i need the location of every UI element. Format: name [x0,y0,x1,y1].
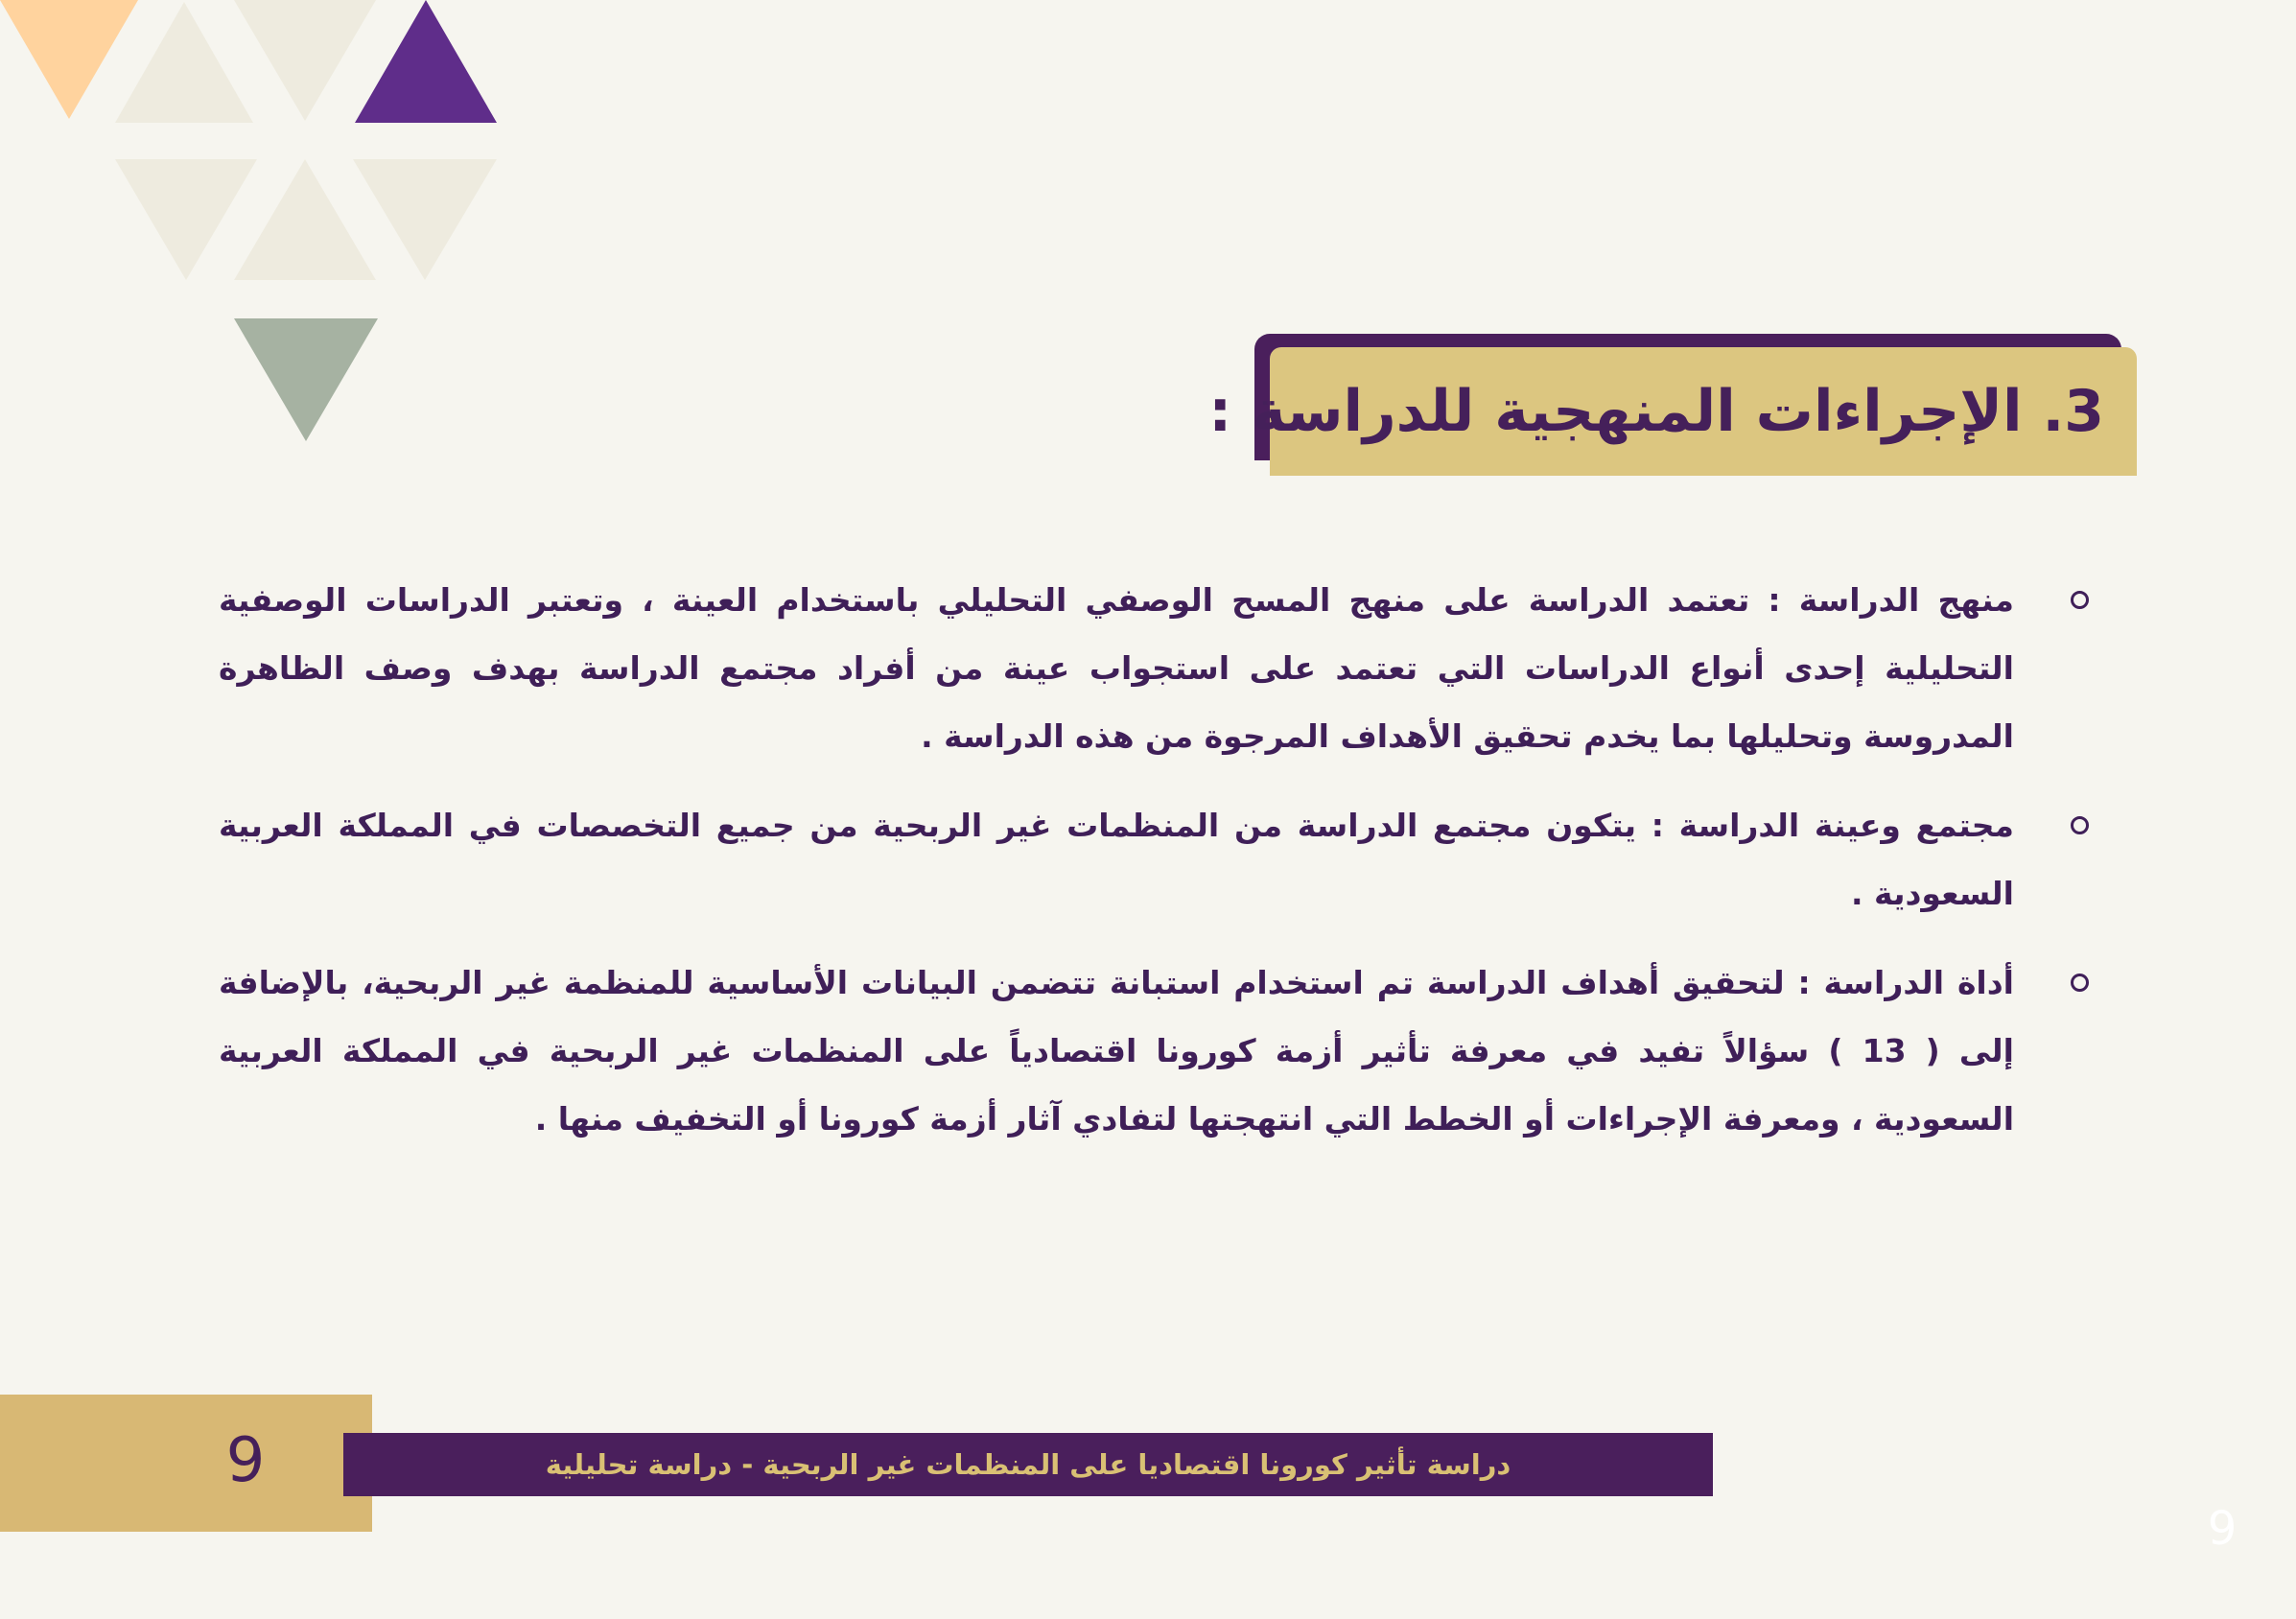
page-number: 9 [225,1425,266,1496]
corner-page-number: 9 [2207,1502,2237,1556]
peach-triangle [0,0,138,119]
beige-triangle [115,2,253,123]
beige-triangle [353,159,497,280]
methodology-list [219,566,2089,1174]
decorative-triangles [0,0,537,451]
list-item-text: مجتمع وعينة الدراسة : يتكون مجتمع الدراسة من المنظمات غير الربحية من جميع التخصصات في المملكة العربية السعودية . [219,807,2014,912]
sage-triangle [234,318,378,441]
circle-bullet-icon [2071,591,2089,609]
list-item [219,949,2089,1153]
footer-title: دراسة تأثير كورونا اقتصاديا على المنظمات غير الربحية - دراسة تحليلية [545,1448,1511,1481]
list-item-text: منهج الدراسة : تعتمد الدراسة على منهج المسح الوصفي التحليلي باستخدام العينة ، وتعتبر الدراسات الوصفية التحليلية إحدى أنواع الدراسات التي تعتمد على استجواب عينة من أفراد مجتمع الدراسة بهدف وصف الظاهرة المدروسة وتحليلها بما يخدم تحقيق الأهداف المرجوة من هذه الدراسة . [219,581,2014,755]
heading-box [1208,347,2137,476]
purple-triangle [355,0,497,123]
section-heading [1208,334,2137,478]
section-title: 3. الإجراءات المنهجية للدراسة : [1208,378,2104,445]
list-item [219,566,2089,770]
circle-bullet-icon [2071,974,2089,992]
beige-triangle [234,159,376,280]
list-item-text: أداة الدراسة : لتحقيق أهداف الدراسة تم استخدام استبانة تتضمن البيانات الأساسية للمنظمة غير الربحية، بالإضافة إلى ( 13 ) سؤالاً تفيد في معرفة تأثير أزمة كورونا اقتصادياً على المنظمات غير الربحية في المملكة العربية السعودية ، ومعرفة الإجراءات أو الخطط التي انتهجتها لتفادي آثار أزمة كورونا أو التخفيف منها . [219,964,2014,1138]
beige-triangle [234,0,376,121]
list-item [219,791,2089,927]
footer-page-box [0,1395,372,1532]
circle-bullet-icon [2071,816,2089,834]
beige-triangle [115,159,257,280]
footer-title-bar [343,1433,1713,1496]
